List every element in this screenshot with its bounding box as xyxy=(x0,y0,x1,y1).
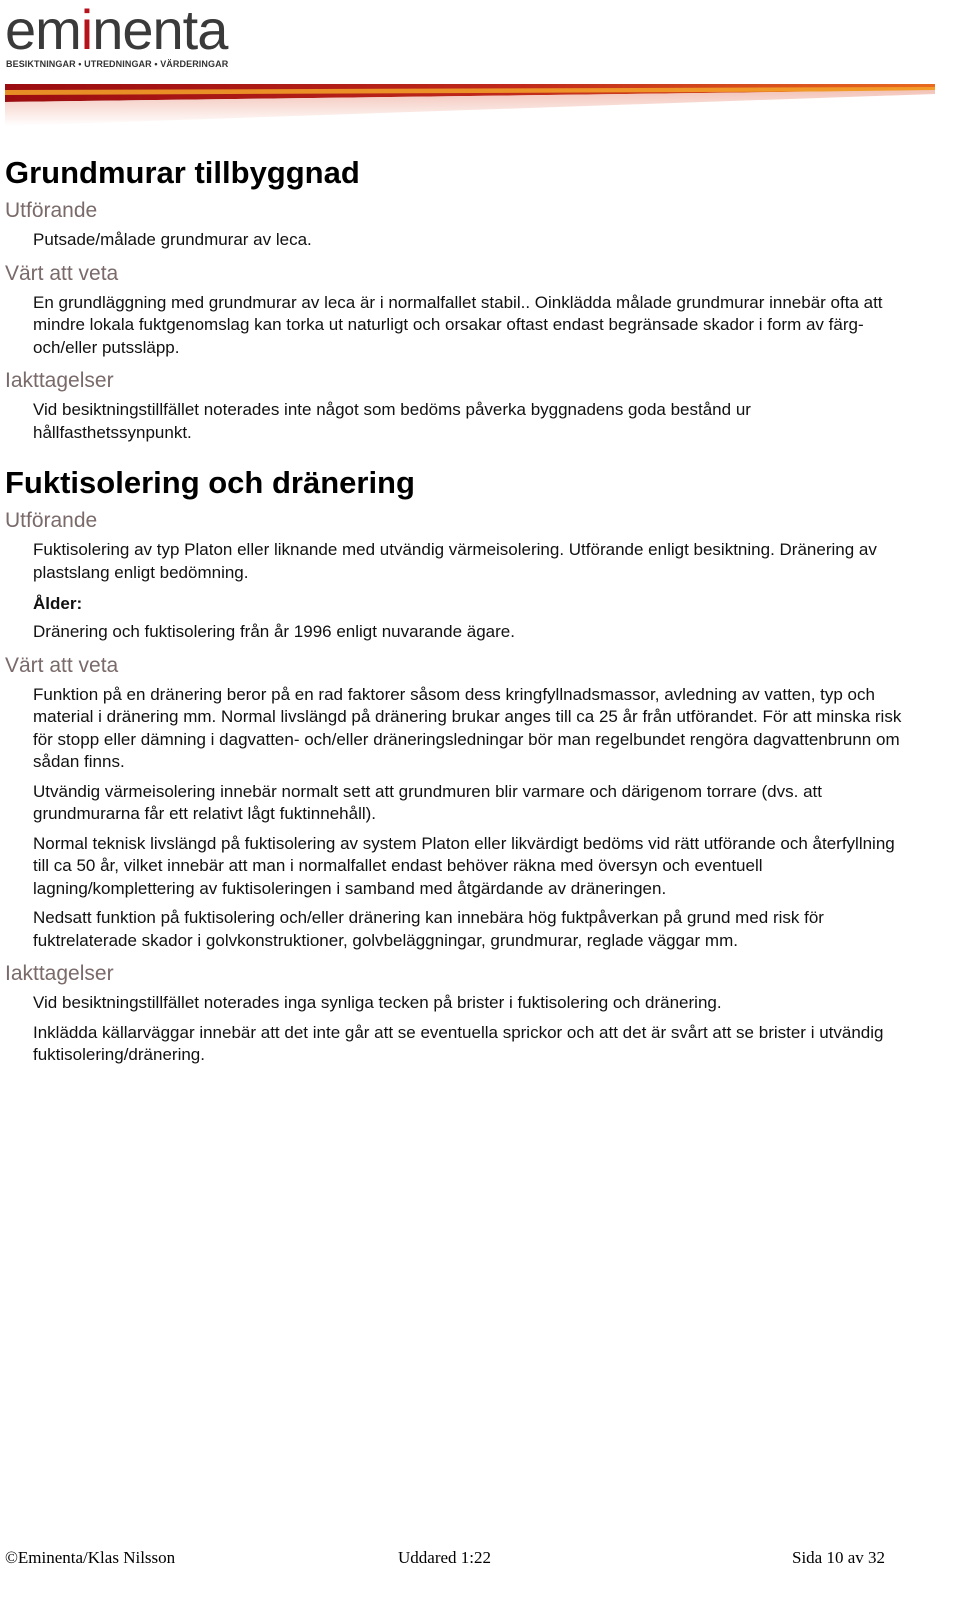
iakttagelser-paragraph: Inklädda källarväggar innebär att det inte går att se eventuella sprickor och att det är svårt att se brister i utvändig fuktisolering/dränering. xyxy=(33,1022,884,1064)
header-banner-stripe xyxy=(5,82,935,128)
vart-att-veta-text: En grundläggning med grundmurar av leca är i normalfallet stabil.. Oinklädda målade grundmurar innebär ofta att mindre lokala fuktgenomslag kan torka ut naturligt och orsakar oftast endast begränsade skador i form av färg- och/eller putssläpp. xyxy=(33,292,883,357)
iakttagelser-text: Vid besiktningstillfället noterades inte något som bedöms påverka byggnadens goda bestånd ur hållfasthetssynpunkt. xyxy=(33,400,751,442)
section-grundmurar xyxy=(5,150,905,444)
vart-att-veta-paragraph: Nedsatt funktion på fuktisolering och/eller dränering kan innebära hög fuktpåverkan på grund med risk för fuktrelaterade skador i golvkonstruktioner, golvbeläggningar, grundmurar, reglade väggar mm. xyxy=(33,908,824,950)
vart-att-veta-paragraph: Utvändig värmeisolering innebär normalt sett att grundmuren blir varmare och därigenom torrare (dvs. att grundmurarna får ett relativt lågt fuktinnehåll). xyxy=(33,781,822,823)
utforande-heading: Utförande xyxy=(5,199,98,222)
section-title: Fuktisolering och dränering xyxy=(5,465,415,500)
vart-att-veta-heading: Värt att veta xyxy=(5,261,119,285)
footer-copyright: ©Eminenta/Klas Nilsson xyxy=(5,1548,176,1567)
logo-wordmark: eminenta xyxy=(5,0,228,61)
page-footer xyxy=(0,1548,960,1572)
iakttagelser-paragraph: Vid besiktningstillfället noterades inga synliga tecken på brister i fuktisolering och dränering. xyxy=(33,993,722,1012)
eminenta-logo xyxy=(5,0,245,72)
section-fuktisolering xyxy=(5,460,905,1067)
utforande-text: Fuktisolering av typ Platon eller liknande med utvändig värmeisolering. Utförande enligt besiktning. Dränering av plastslang enligt bedömning. xyxy=(33,540,877,582)
page-header xyxy=(0,0,960,130)
footer-property: Uddared 1:22 xyxy=(398,1548,492,1567)
footer-page-number: Sida 10 av 32 xyxy=(792,1548,886,1567)
vart-att-veta-heading: Värt att veta xyxy=(5,653,119,677)
alder-text: Dränering och fuktisolering från år 1996 enligt nuvarande ägare. xyxy=(33,622,515,641)
iakttagelser-heading: Iakttagelser xyxy=(5,962,114,985)
vart-att-veta-paragraph: Funktion på en dränering beror på en rad faktorer såsom dess kringfyllnadsmassor, avledning av vatten, typ och material i dränering mm. Normal livslängd på dränering brukar anges till ca 25 år från utförandet. För att minska risk för stopp eller dämning i dagvatten- och/eller dräneringsledningar bör man regelbundet rengöra dagvattenbrunn om sådan finns. xyxy=(33,684,902,771)
alder-heading: Ålder: xyxy=(33,594,83,613)
logo-tagline: BESIKTNINGAR • UTREDNINGAR • VÄRDERINGAR xyxy=(6,59,229,69)
iakttagelser-heading: Iakttagelser xyxy=(5,369,114,392)
utforande-heading: Utförande xyxy=(5,509,98,532)
section-title: Grundmurar tillbyggnad xyxy=(5,155,360,190)
utforande-text: Putsade/målade grundmurar av leca. xyxy=(33,230,312,249)
vart-att-veta-paragraph: Normal teknisk livslängd på fuktisolering av system Platon eller likvärdigt bedöms vid rätt utförande och återfyllning till ca 50 år, vilket innebär att man i normalfallet endast behöver räkna med översyn och eventuell lagning/komplettering av fuktisoleringen i samband med åtgärdande av dräneringen. xyxy=(33,833,895,898)
document-body xyxy=(5,150,905,1074)
